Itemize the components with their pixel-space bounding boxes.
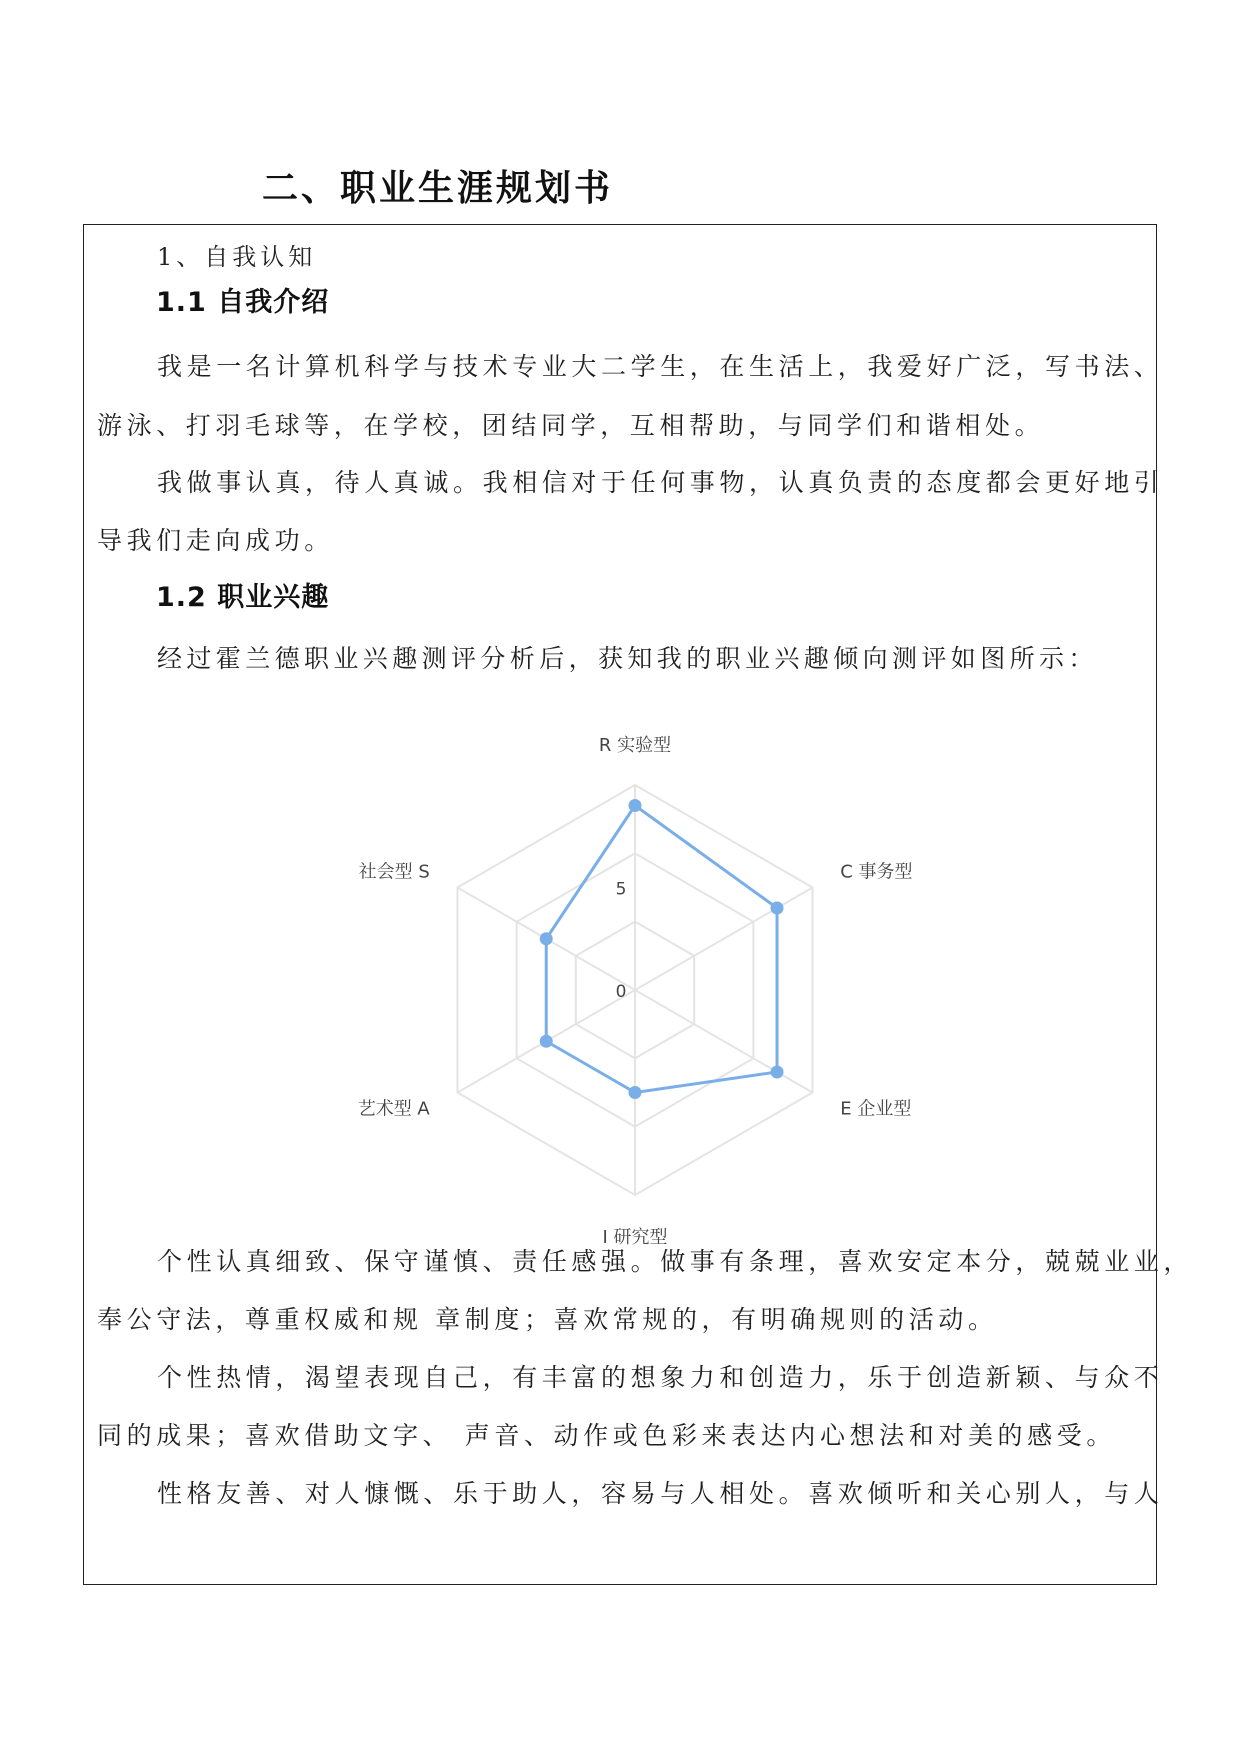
radar-grid [457,785,812,1195]
intro-line-3: 我做事认真，待人真诚。我相信对于任何事物，认真负责的态度都会更好地引 [157,468,1164,497]
data-point-E [771,1066,784,1079]
trait-line-5: 性格友善、对人慷慨、乐于助人，容易与人相处。喜欢倾听和关心别人，与人 [157,1479,1164,1508]
trait-line-3: 个性热情，渴望表现自己，有丰富的想象力和创造力，乐于创造新颖、与众不 [157,1363,1164,1392]
interest-heading: 1.2 职业兴趣 [156,582,330,613]
data-point-R [629,799,642,812]
grid-spoke-C [635,888,813,991]
trait-line-2: 奉公守法，尊重权威和规 章制度；喜欢常规的，有明确规则的活动。 [97,1305,998,1334]
data-point-C [771,902,784,915]
data-point-A [540,1035,553,1048]
grid-spoke-E [635,990,813,1093]
axis-label-I: I 研究型 [602,1227,668,1248]
series-line [546,806,777,1093]
intro-line-2: 游泳、打羽毛球等，在学校，团结同学，互相帮助，与同学们和谐相处。 [97,411,1045,440]
data-point-S [540,932,553,945]
trait-line-1: 个性认真细致、保守谨慎、责任感强。做事有条理，喜欢安定本分，兢兢业业， [157,1247,1194,1276]
axis-label-C: C 事务型 [840,861,913,883]
data-point-I [629,1086,642,1099]
trait-line-4: 同的成果；喜欢借助文字、 声音、动作或色彩来表达内心想法和对美的感受。 [97,1421,1116,1450]
axis-label-S: 社会型 S [358,861,430,883]
tick-label-5: 5 [615,879,627,900]
axis-label-E: E 企业型 [840,1098,912,1120]
axis-label-R: R 实验型 [598,735,672,756]
page-title: 二、职业生涯规划书 [262,168,614,209]
intro-line-1: 我是一名计算机科学与技术专业大二学生，在生活上，我爱好广泛，写书法、 [157,352,1164,381]
intro-heading: 1.1 自我介绍 [156,287,330,318]
axis-label-A: 艺术型 A [357,1098,430,1120]
interest-lead: 经过霍兰德职业兴趣测评分析后，获知我的职业兴趣倾向测评如图所示： [157,644,1098,673]
holland-radar-chart [290,735,950,1255]
section-heading: 1、自我认知 [157,243,317,271]
tick-label-0: 0 [615,982,627,1002]
intro-line-4: 导我们走向成功。 [97,526,334,555]
